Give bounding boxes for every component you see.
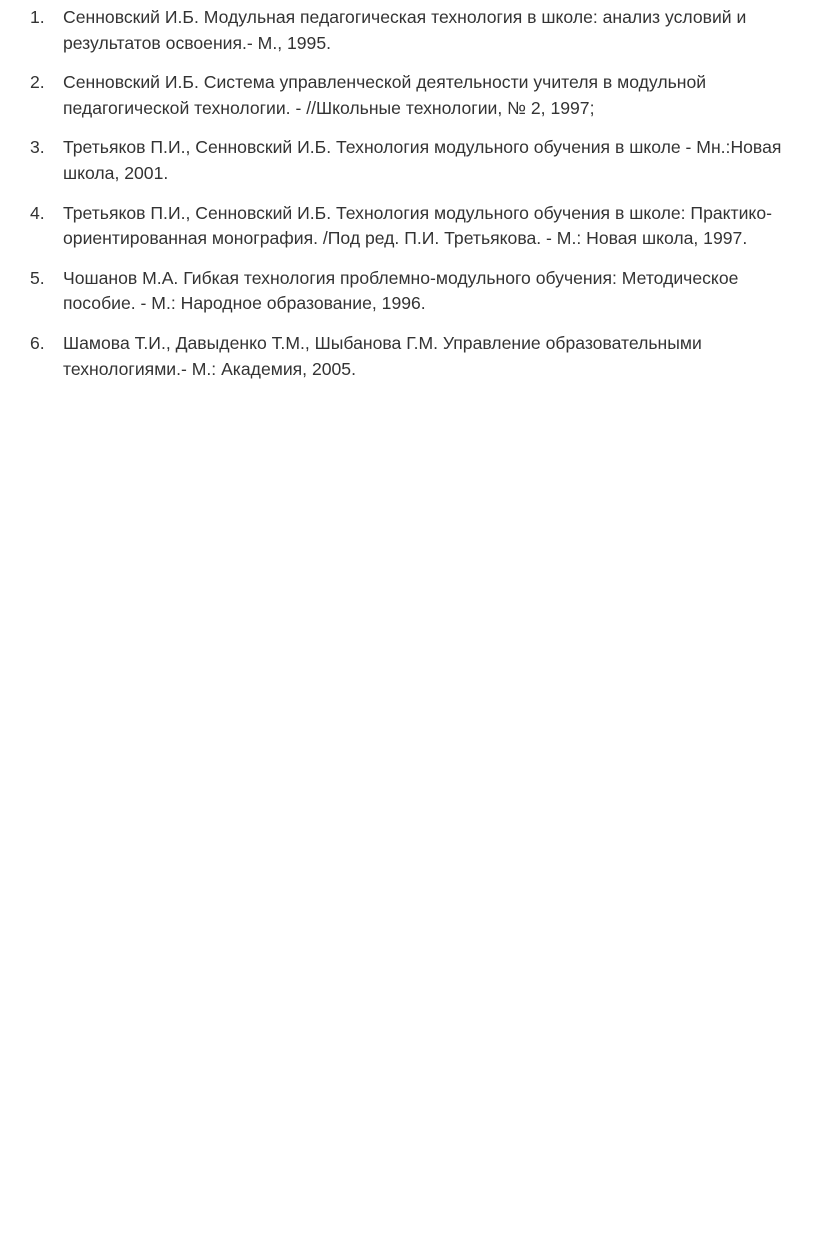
reference-text: Третьяков П.И., Сенновский И.Б. Технология модульного обучения в школе - Мн.:Новая школа, 2001. — [63, 137, 782, 183]
reference-item — [0, 70, 816, 121]
reference-text: Шамова Т.И., Давыденко Т.М., Шыбанова Г.М. Управление образовательными технологиями.- М.: Академия, 2005. — [63, 332, 702, 379]
reference-item — [0, 266, 816, 317]
reference-number: 6. — [30, 332, 45, 353]
reference-item — [0, 331, 816, 382]
reference-number: 3. — [30, 137, 45, 158]
reference-number: 2. — [30, 72, 45, 93]
reference-item — [0, 201, 816, 252]
reference-text: Сенновский И.Б. Система управленческой деятельности учителя в модульной педагогической технологии. - //Школьные технологии, № 2, 1997; — [63, 72, 707, 118]
reference-item — [0, 5, 816, 56]
reference-number: 1. — [30, 7, 45, 27]
reference-number: 5. — [30, 267, 45, 288]
reference-number: 4. — [30, 202, 45, 223]
reference-list — [0, 5, 816, 382]
reference-item — [0, 135, 816, 186]
reference-text: Сенновский И.Б. Модульная педагогическая технология в школе: анализ условий и результатов освоения.- М., 1995. — [63, 7, 747, 53]
reference-text: Чошанов М.А. Гибкая технология проблемно-модульного обучения: Методическое пособие. - М.: Народное образование, 1996. — [63, 267, 739, 314]
reference-text: Третьяков П.И., Сенновский И.Б. Технология модульного обучения в школе: Практико-ориентированная монография. /Под ред. П.И. Третьякова. - М.: Новая школа, 1997. — [63, 202, 772, 249]
